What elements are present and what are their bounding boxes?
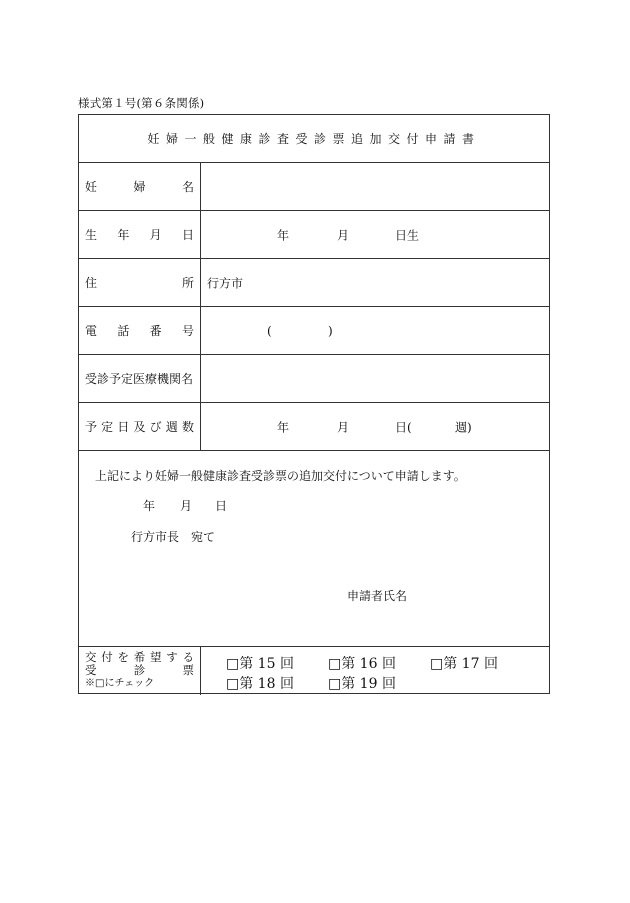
addressee: 行方市長 宛て	[131, 530, 216, 544]
statement-section	[79, 451, 549, 647]
due-date-field[interactable]: 年 月 日( 週)	[277, 420, 472, 434]
due-date-label: 予 定 日 及 び 週 数	[79, 403, 201, 450]
birthdate-field[interactable]: 年 月 日生	[277, 228, 420, 242]
checkbox-visit-16[interactable]: □第 16 回	[328, 656, 396, 672]
form-number-label: 様式第１号(第６条関係)	[78, 96, 205, 110]
institution-row	[79, 355, 549, 403]
institution-field[interactable]	[201, 355, 549, 402]
name-label: 妊 婦 名	[79, 163, 201, 210]
birthdate-row	[79, 211, 549, 259]
form-title: 妊婦一般健康診査受診票追加交付申請書	[79, 115, 549, 163]
name-field[interactable]	[201, 163, 549, 210]
birthdate-label: 生 年 月 日	[79, 211, 201, 258]
checkbox-visit-15[interactable]: □第 15 回	[226, 656, 294, 672]
checkbox-visit-18[interactable]: □第 18 回	[226, 676, 294, 692]
address-row	[79, 259, 549, 307]
application-form	[78, 114, 550, 694]
due-date-row	[79, 403, 549, 451]
ticket-selection-row	[79, 647, 549, 695]
ticket-selection-label: 交 付 を 希 望 す る 受 診 票 ※□にチェック	[79, 647, 201, 695]
address-label: 住 所	[79, 259, 201, 306]
date-month: 月	[180, 499, 193, 513]
institution-label: 受診予定医療機関名	[79, 355, 201, 402]
phone-field[interactable]: ( )	[267, 323, 333, 338]
date-day: 日	[215, 499, 228, 513]
statement-text: 上記により妊婦一般健康診査受診票の追加交付について申請します。	[95, 469, 466, 483]
address-field[interactable]: 行方市	[207, 276, 244, 290]
checkbox-visit-17[interactable]: □第 17 回	[430, 656, 498, 672]
name-row	[79, 163, 549, 211]
applicant-label: 申請者氏名	[347, 589, 408, 603]
checkbox-visit-19[interactable]: □第 19 回	[328, 676, 396, 692]
check-note: ※□にチェック	[85, 678, 155, 689]
phone-row	[79, 307, 549, 355]
date-year: 年	[143, 499, 156, 513]
phone-label: 電 話 番 号	[79, 307, 201, 354]
